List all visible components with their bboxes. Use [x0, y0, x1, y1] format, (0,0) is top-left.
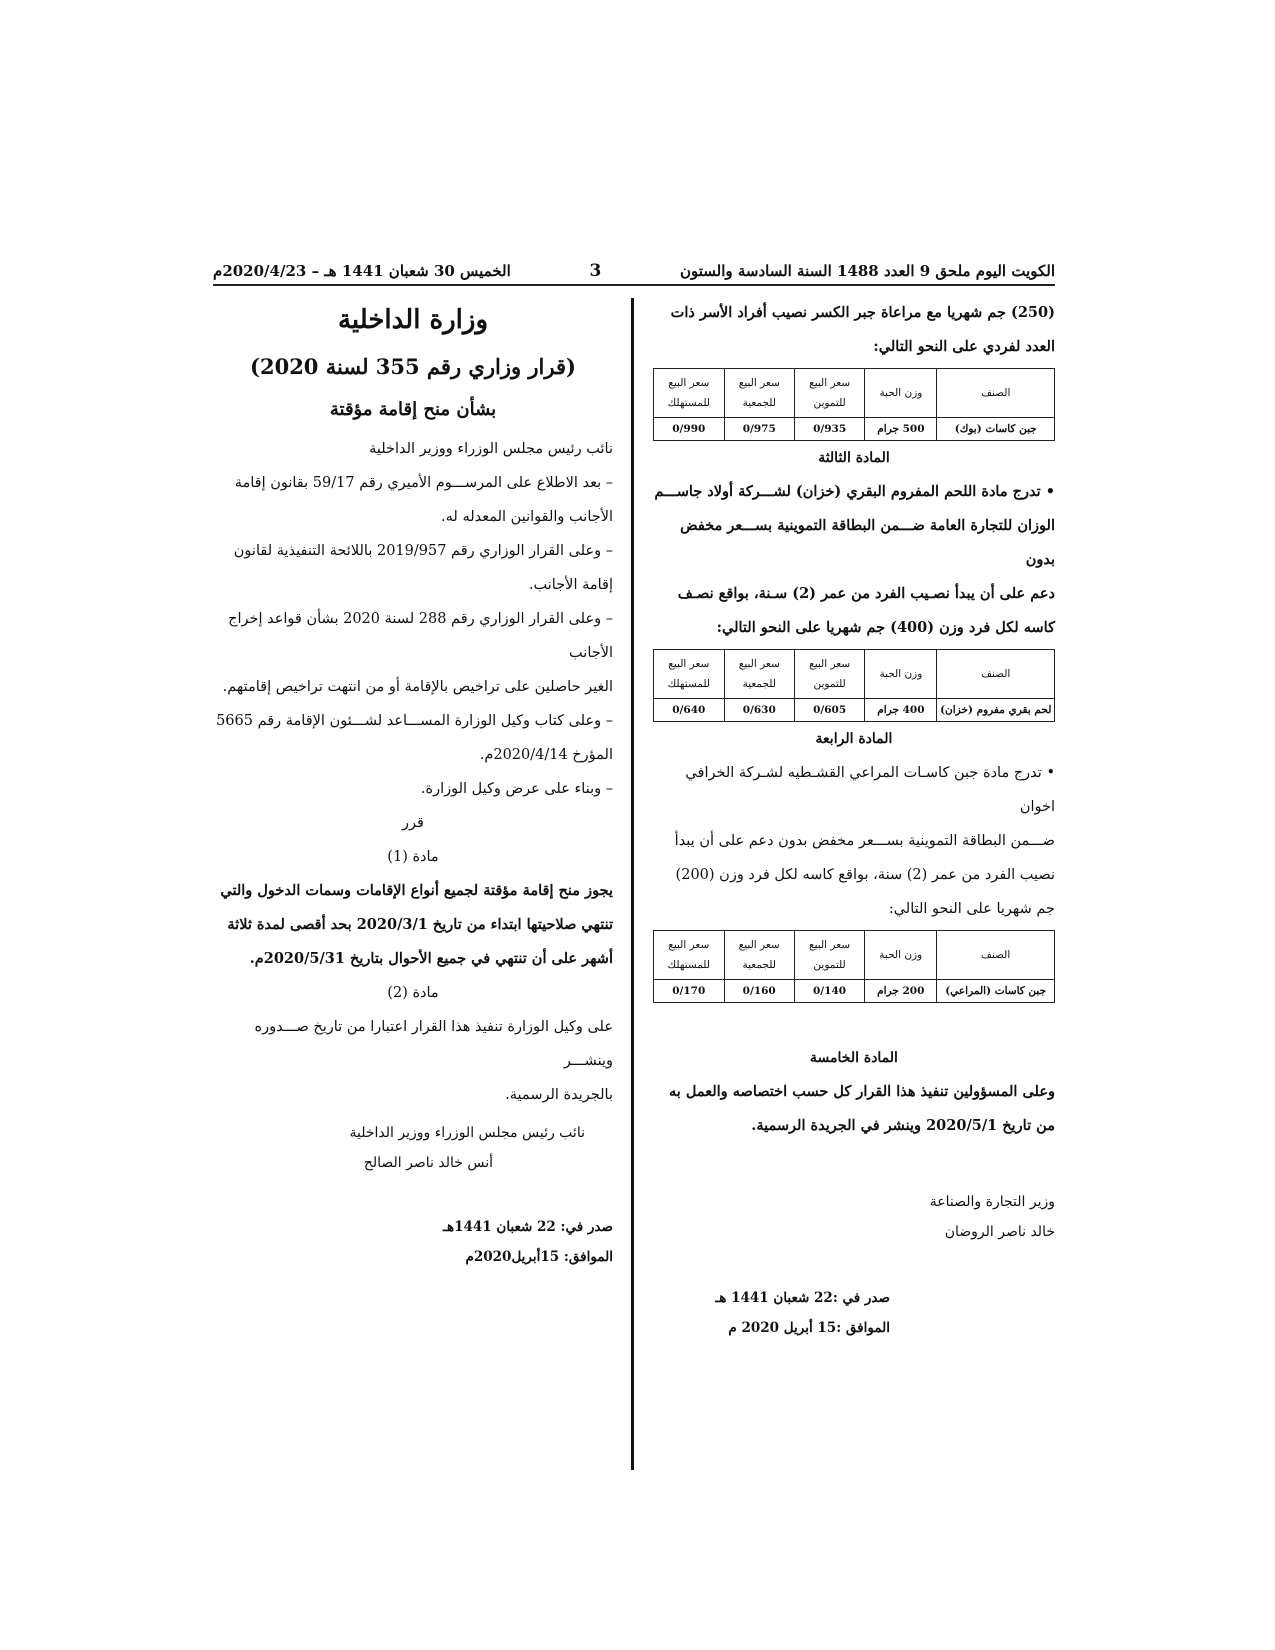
article-2-title: مادة (2): [387, 985, 439, 1001]
header-cell: سعر البيع للتموين: [794, 931, 864, 980]
article-1-line: يجوز منح إقامة مؤقتة لجميع أنواع الإقامات وسمات الدخول والتي: [220, 882, 613, 899]
article-1-title: مادة (1): [387, 849, 439, 865]
cell-weight: 400 جرام: [865, 699, 937, 722]
price-table-minced-beef: [653, 649, 1055, 722]
cell-weight: 200 جرام: [865, 980, 937, 1003]
cell-price-consumer: 0/170: [654, 980, 725, 1003]
clause-line: – بعد الاطلاع على المرســـوم الأميري رقم 59/17 بقانون إقامة: [234, 475, 613, 491]
table-row: [654, 980, 1055, 1003]
preamble: نائب رئيس مجلس الوزراء ووزير الداخلية: [369, 441, 613, 457]
article-4-line: ضـــمن البطاقة التموينية بســـعر مخفض بدون دعم على أن يبدأ: [674, 833, 1055, 849]
left-column: [213, 296, 613, 1272]
clause-line: الغير حاصلين على تراخيص بالإقامة أو من انتهت تراخيص إقامتهم.: [222, 679, 613, 695]
header-cell: الصنف: [937, 931, 1055, 980]
cell-price-coop: 0/975: [724, 418, 794, 441]
header-cell: سعر البيع للمستهلك: [654, 369, 725, 418]
cell-price-coop: 0/630: [724, 699, 794, 722]
clause-line: – وعلى كتاب وكيل الوزارة المســـاعد لشـــئون الإقامة رقم 5665: [216, 713, 613, 729]
table-header-row: [654, 931, 1055, 980]
corresponding-date: الموافق: 15أبريل2020م: [465, 1249, 613, 1265]
price-table-cheese-puck: [653, 368, 1055, 441]
cell-price-ration: 0/935: [794, 418, 864, 441]
page-header: [213, 258, 1055, 286]
intro-line: العدد لفردي على النحو التالي:: [873, 338, 1055, 355]
header-cell: سعر البيع للتموين: [794, 369, 864, 418]
cell-weight: 500 جرام: [865, 418, 937, 441]
cell-price-consumer: 0/990: [654, 418, 725, 441]
intro-line: (250) جم شهريا مع مراعاة جبر الكسر نصيب أفراد الأسر ذات: [670, 304, 1055, 321]
page-number: 3: [589, 261, 602, 281]
header-cell: وزن الحبة: [865, 650, 937, 699]
clause-line: الأجانب والقوانين المعدله له.: [441, 509, 613, 525]
article-5-line: وعلى المسؤولين تنفيذ هذا القرار كل حسب اختصاصه والعمل به: [669, 1083, 1055, 1100]
corresponding-date: الموافق :15 أبريل 2020 م: [728, 1320, 890, 1336]
article-4-title: المادة الرابعة: [815, 731, 893, 747]
header-cell: الصنف: [937, 650, 1055, 699]
decided-heading: قرر: [402, 815, 424, 831]
clause-line: إقامة الأجانب.: [528, 577, 613, 593]
article-4-line: • تدرج مادة جبن كاسـات المراعي القشـطيه لشـركة الخرافي اخوان: [685, 765, 1055, 815]
signer-name: أنس خالد ناصر الصالح: [363, 1155, 493, 1171]
table-header-row: [654, 650, 1055, 699]
article-4-line: جم شهريا على النحو التالي:: [888, 901, 1055, 917]
decree-subject: بشأن منح إقامة مؤقتة: [329, 399, 497, 420]
article-3-title: المادة الثالثة: [818, 450, 890, 466]
issue-date: صدر في :22 شعبان 1441 هـ: [715, 1290, 890, 1306]
header-date: الخميس 30 شعبان 1441 هـ – 2020/4/23م: [213, 262, 511, 280]
clause-line: – وعلى القرار الوزاري رقم 2019/957 باللائحة التنفيذية لقانون: [233, 543, 613, 559]
cell-item: لحم بقري مفروم (خزان): [937, 699, 1055, 722]
article-5-title: المادة الخامسة: [810, 1050, 898, 1066]
article-3-line: كاسه لكل فرد وزن (400) جم شهريا على النحو التالي:: [716, 619, 1055, 636]
cell-price-ration: 0/605: [794, 699, 864, 722]
article-3-line: دعم على أن يبدأ نصـيب الفرد من عمر (2) سـنة، بواقع نصـف: [677, 585, 1055, 602]
right-column: [653, 296, 1055, 1343]
header-issue-info: الكويت اليوم ملحق 9 العدد 1488 السنة السادسة والستون: [679, 262, 1055, 280]
article-2-line: بالجريدة الرسمية.: [505, 1087, 613, 1103]
header-cell: سعر البيع للمستهلك: [654, 931, 725, 980]
cell-item: جبن كاسات (بوك): [937, 418, 1055, 441]
table-header-row: [654, 369, 1055, 418]
header-cell: سعر البيع للجمعية: [724, 650, 794, 699]
header-cell: سعر البيع للمستهلك: [654, 650, 725, 699]
column-divider: [631, 298, 634, 1470]
price-table-almarai-cheese: [653, 930, 1055, 1003]
article-1-line: أشهر على أن تنتهي في جميع الأحوال بتاريخ 2020/5/31م.: [249, 950, 613, 967]
header-cell: سعر البيع للتموين: [794, 650, 864, 699]
header-cell: سعر البيع للجمعية: [724, 369, 794, 418]
header-cell: وزن الحبة: [865, 369, 937, 418]
header-cell: وزن الحبة: [865, 931, 937, 980]
table-row: [654, 699, 1055, 722]
article-5-line: من تاريخ 2020/5/1 وينشر في الجريدة الرسمية.: [751, 1117, 1055, 1134]
cell-item: جبن كاسات (المراعي): [937, 980, 1055, 1003]
header-cell: الصنف: [937, 369, 1055, 418]
cell-price-coop: 0/160: [724, 980, 794, 1003]
article-1-line: تنتهي صلاحيتها ابتداء من تاريخ 2020/3/1 بحد أقصى لمدة ثلاثة: [227, 916, 613, 933]
clause-line: – وعلى القرار الوزاري رقم 288 لسنة 2020 بشأن قواعد إخراج الأجانب: [228, 611, 613, 661]
article-3-line: الوزان للتجارة العامة ضـــمن البطاقة التموينية بســـعر مخفض بدون: [680, 517, 1055, 568]
cell-price-ration: 0/140: [794, 980, 864, 1003]
article-3-line: • تدرج مادة اللحم المفروم البقري (خزان) لشـــركة أولاد جاســـم: [654, 483, 1055, 500]
signer-title: نائب رئيس مجلس الوزراء ووزير الداخلية: [349, 1125, 585, 1141]
article-2-line: على وكيل الوزارة تنفيذ هذا القرار اعتبارا من تاريخ صـــدوره وينشـــر: [254, 1019, 613, 1069]
signer-name: خالد ناصر الروضان: [944, 1224, 1055, 1240]
cell-price-consumer: 0/640: [654, 699, 725, 722]
signer-title: وزير التجارة والصناعة: [929, 1194, 1055, 1210]
clause-line: المؤرخ 2020/4/14م.: [479, 747, 613, 763]
decree-title: (قرار وزاري رقم 355 لسنة 2020): [250, 354, 576, 379]
clause-line: – وبناء على عرض وكيل الوزارة.: [420, 781, 613, 797]
issue-date: صدر في: 22 شعبان 1441هـ: [443, 1219, 613, 1235]
article-4-line: نصيب الفرد من عمر (2) سنة، بواقع كاسه لكل فرد وزن (200): [675, 867, 1055, 883]
ministry-title: وزارة الداخلية: [337, 305, 489, 335]
table-row: [654, 418, 1055, 441]
header-cell: سعر البيع للجمعية: [724, 931, 794, 980]
